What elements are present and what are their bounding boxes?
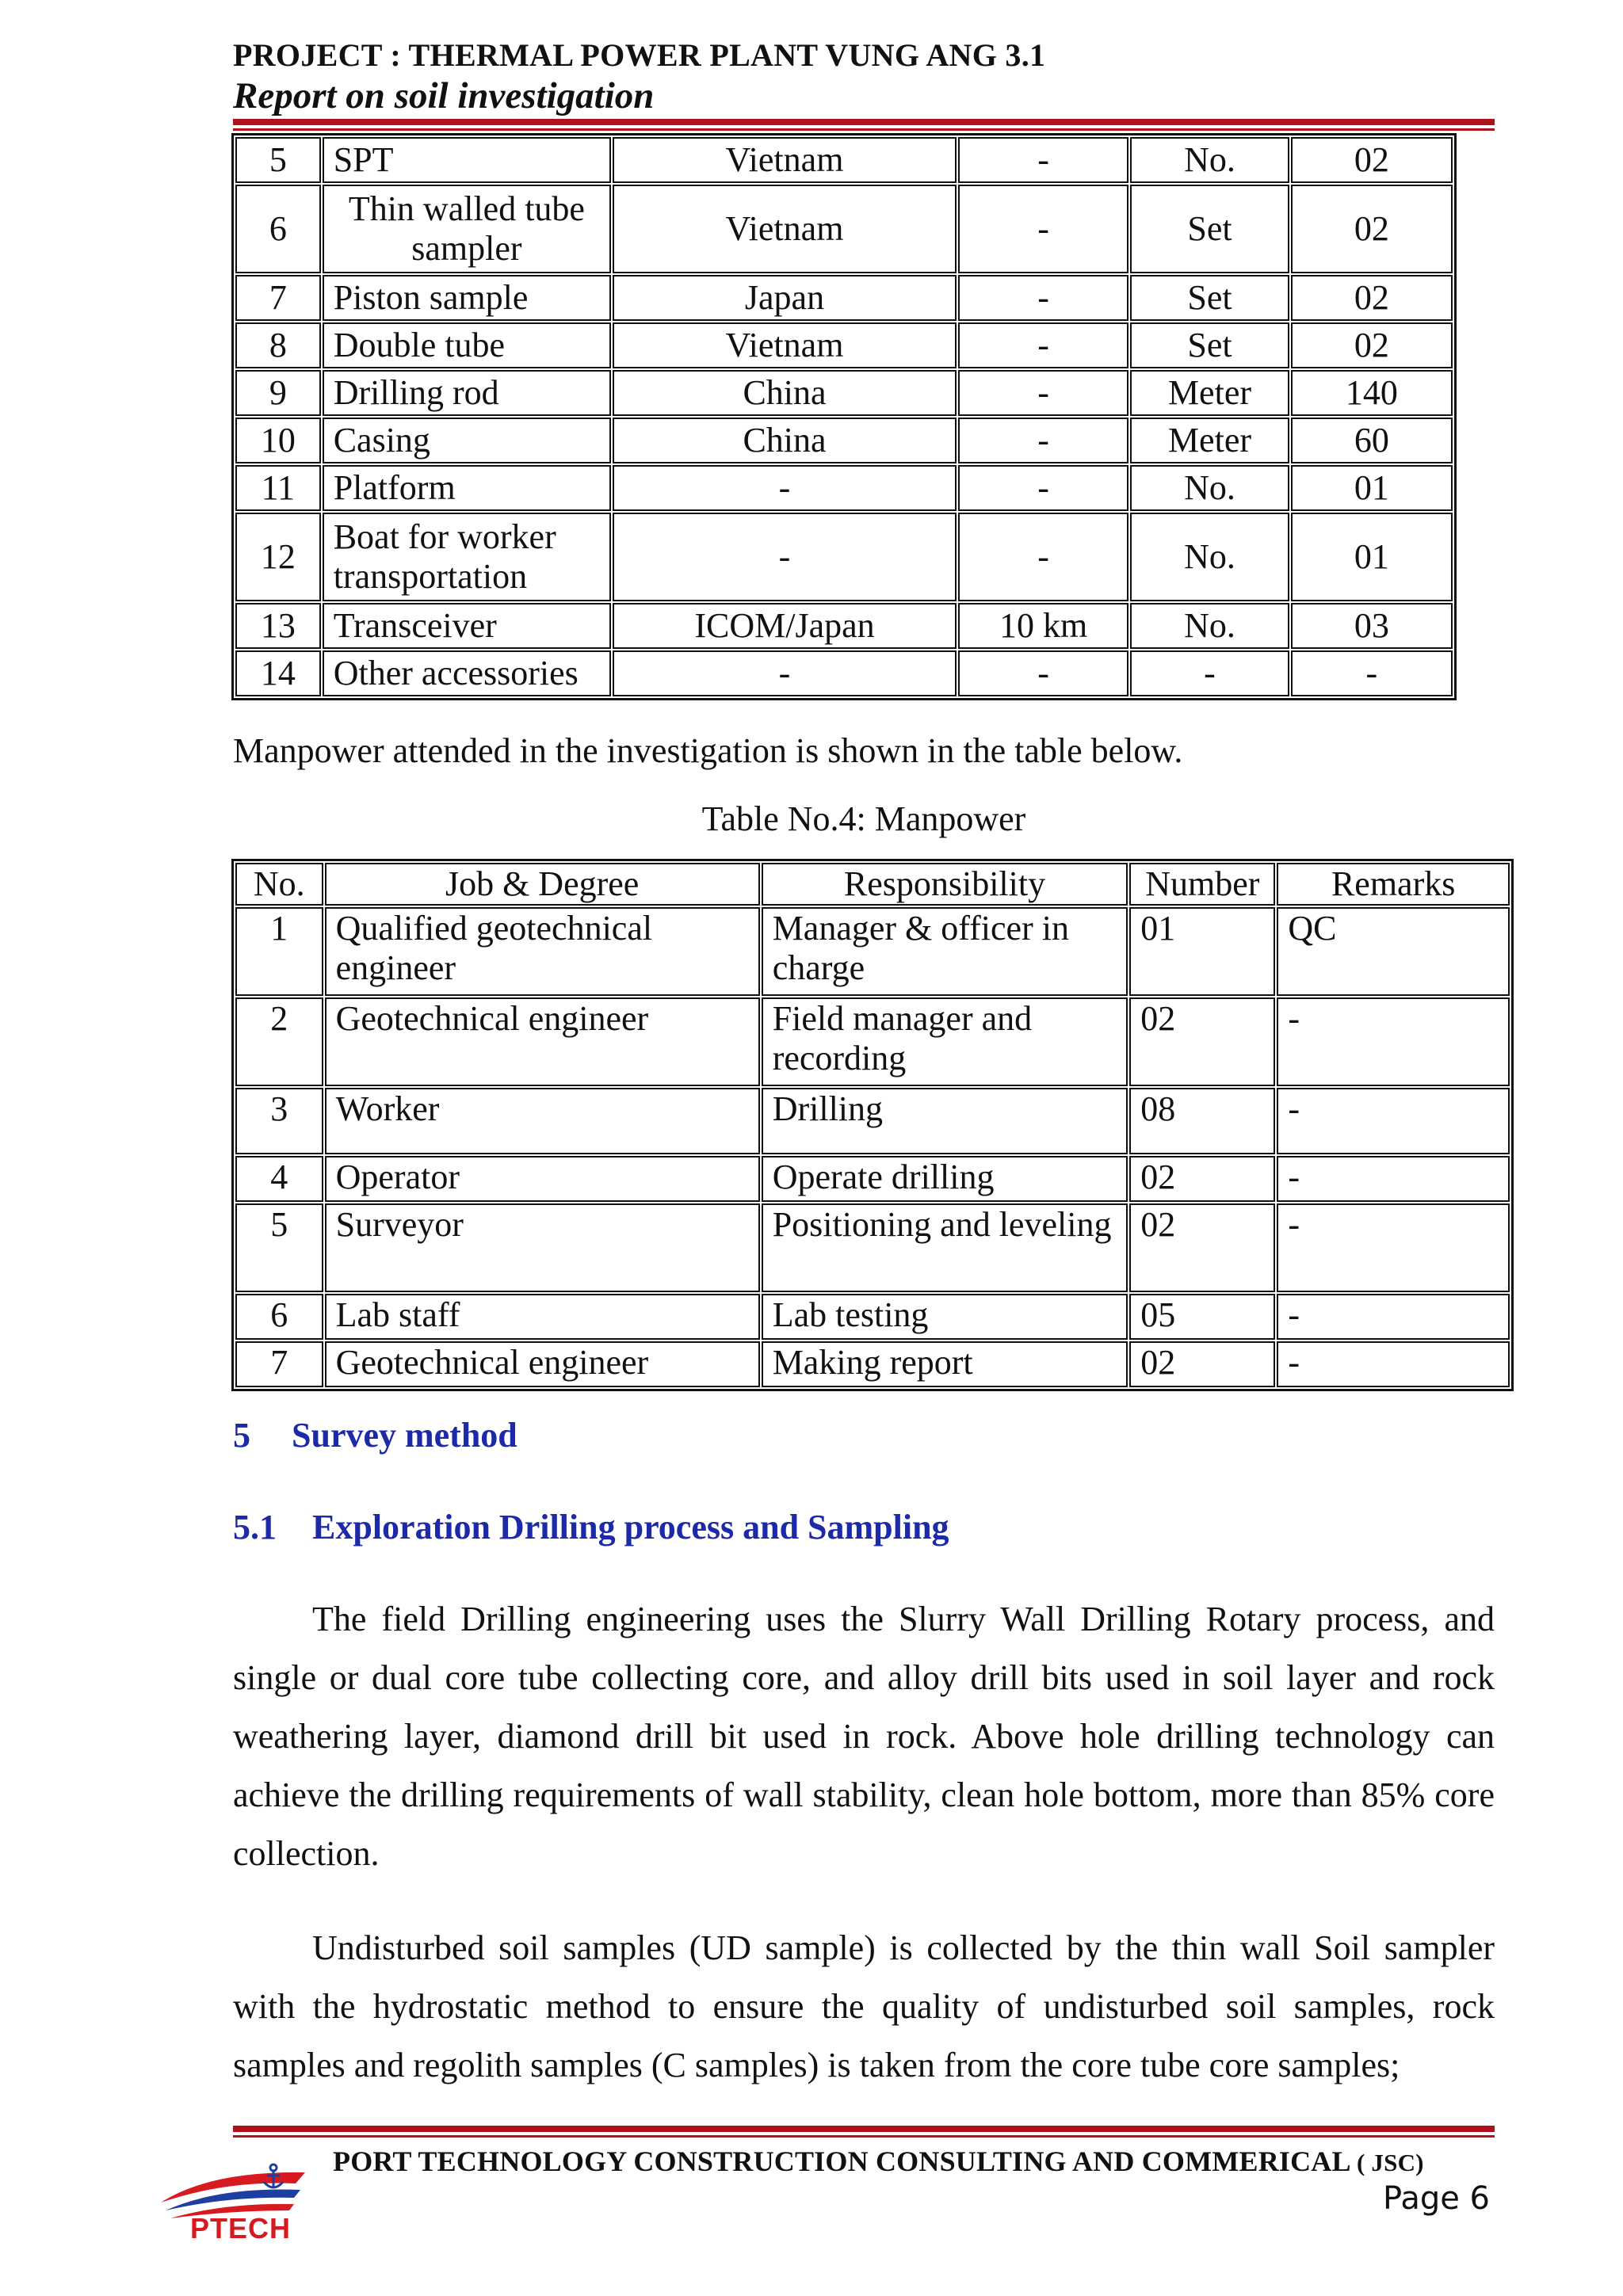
equipment-name: Thin walled tube sampler [323, 185, 611, 273]
job-degree: Operator [325, 1156, 760, 1202]
equipment-origin: ICOM/Japan [613, 603, 957, 649]
equipment-name: Transceiver [323, 603, 611, 649]
equipment-capacity: - [958, 275, 1128, 321]
equipment-unit: Meter [1130, 418, 1289, 463]
staff-number: 01 [1129, 907, 1275, 996]
equipment-origin: - [613, 513, 957, 601]
equipment-capacity: - [958, 370, 1128, 416]
staff-number: 02 [1129, 1203, 1275, 1292]
equipment-row [235, 137, 1453, 183]
row-number: 5 [235, 137, 321, 183]
equipment-quantity: 60 [1291, 418, 1453, 463]
manpower-row [235, 1156, 1510, 1202]
equipment-capacity: 10 km [958, 603, 1128, 649]
responsibility: Field manager and recording [762, 997, 1128, 1086]
row-number: 7 [235, 1341, 323, 1387]
paragraph-sampling: Undisturbed soil samples (UD sample) is collected by the thin wall Soil sampler with the hydrostatic method to ensure the quality of undisturbed soil samples, rock samples and regolith samples (C samples) is taken from the core tube core samples; [233, 1928, 1495, 2084]
manpower-header-row [235, 863, 1510, 906]
job-degree: Surveyor [325, 1203, 760, 1292]
header-project-title: PROJECT : THERMAL POWER PLANT VUNG ANG 3.1 [233, 37, 1046, 73]
remarks: QC [1277, 907, 1510, 996]
section-title: Exploration Drilling process and Sampling [312, 1508, 949, 1547]
row-number: 14 [235, 650, 321, 696]
job-degree: Lab staff [325, 1294, 760, 1340]
equipment-quantity: 02 [1291, 275, 1453, 321]
equipment-unit: Set [1130, 322, 1289, 368]
remarks: - [1277, 1294, 1510, 1340]
equipment-origin: Vietnam [613, 137, 957, 183]
manpower-row [235, 1341, 1510, 1387]
row-number: 5 [235, 1203, 323, 1292]
row-number: 11 [235, 465, 321, 511]
manpower-row [235, 997, 1510, 1086]
responsibility: Lab testing [762, 1294, 1128, 1340]
equipment-quantity: 03 [1291, 603, 1453, 649]
equipment-row [235, 603, 1453, 649]
page-number: Page 6 [1383, 2180, 1490, 2217]
section-number: 5 [233, 1416, 250, 1455]
manpower-row [235, 1294, 1510, 1340]
equipment-row [235, 275, 1453, 321]
equipment-capacity: - [958, 322, 1128, 368]
footer-company [333, 2145, 1424, 2178]
row-number: 7 [235, 275, 321, 321]
equipment-origin: China [613, 370, 957, 416]
equipment-quantity: 140 [1291, 370, 1453, 416]
row-number: 13 [235, 603, 321, 649]
equipment-row [235, 465, 1453, 511]
row-number: 1 [235, 907, 323, 996]
staff-number: 02 [1129, 997, 1275, 1086]
remarks: - [1277, 1203, 1510, 1292]
equipment-quantity: 02 [1291, 137, 1453, 183]
equipment-unit: - [1130, 650, 1289, 696]
equipment-name: Double tube [323, 322, 611, 368]
ptech-logo-text: PTECH [190, 2212, 292, 2245]
equipment-quantity: 01 [1291, 513, 1453, 601]
job-degree: Geotechnical engineer [325, 1341, 760, 1387]
header-rule [233, 119, 1495, 131]
equipment-capacity: - [958, 137, 1128, 183]
equipment-unit: Set [1130, 185, 1289, 273]
row-number: 9 [235, 370, 321, 416]
job-degree: Worker [325, 1088, 760, 1154]
responsibility: Positioning and leveling [762, 1203, 1128, 1292]
equipment-row [235, 322, 1453, 368]
row-number: 3 [235, 1088, 323, 1154]
header-report-title: Report on soil investigation [233, 75, 655, 116]
footer-company-name: PORT TECHNOLOGY CONSTRUCTION CONSULTING AND COMMERICAL [333, 2145, 1350, 2177]
responsibility: Drilling [762, 1088, 1128, 1154]
responsibility: Making report [762, 1341, 1128, 1387]
row-number: 2 [235, 997, 323, 1086]
equipment-unit: No. [1130, 603, 1289, 649]
responsibility: Operate drilling [762, 1156, 1128, 1202]
responsibility: Manager & officer in charge [762, 907, 1128, 996]
equipment-capacity: - [958, 650, 1128, 696]
col-header-remarks: Remarks [1277, 863, 1510, 906]
paragraph-drilling: The field Drilling engineering uses the Slurry Wall Drilling Rotary process, and single or dual core tube collecting core, and alloy drill bits used in soil layer and rock weathering layer, diamond drill bit used in rock. Above hole drilling technology can achieve the drilling requirements of wall stability, clean hole bottom, more than 85% core collection. [233, 1600, 1495, 1873]
col-header-number: Number [1129, 863, 1275, 906]
equipment-row [235, 650, 1453, 696]
equipment-unit: Meter [1130, 370, 1289, 416]
equipment-unit: No. [1130, 137, 1289, 183]
equipment-quantity: 02 [1291, 322, 1453, 368]
manpower-row [235, 1088, 1510, 1154]
manpower-table [231, 859, 1514, 1391]
staff-number: 02 [1129, 1156, 1275, 1202]
equipment-unit: No. [1130, 465, 1289, 511]
equipment-origin: China [613, 418, 957, 463]
equipment-capacity: - [958, 465, 1128, 511]
manpower-row [235, 1203, 1510, 1292]
equipment-name: Drilling rod [323, 370, 611, 416]
footer-company-suffix: ( JSC) [1356, 2149, 1424, 2176]
equipment-origin: Japan [613, 275, 957, 321]
equipment-name: Platform [323, 465, 611, 511]
remarks: - [1277, 1088, 1510, 1154]
row-number: 4 [235, 1156, 323, 1202]
remarks: - [1277, 1156, 1510, 1202]
manpower-caption: Table No.4: Manpower [701, 799, 1026, 838]
equipment-origin: Vietnam [613, 185, 957, 273]
equipment-capacity: - [958, 185, 1128, 273]
equipment-table [231, 133, 1457, 700]
equipment-quantity: - [1291, 650, 1453, 696]
row-number: 6 [235, 1294, 323, 1340]
section-5-1-heading [233, 1507, 949, 1547]
manpower-intro: Manpower attended in the investigation is shown in the table below. [233, 731, 1183, 770]
manpower-row [235, 907, 1510, 996]
equipment-name: SPT [323, 137, 611, 183]
section-title: Survey method [292, 1416, 517, 1455]
equipment-origin: - [613, 650, 957, 696]
equipment-quantity: 02 [1291, 185, 1453, 273]
equipment-name: Piston sample [323, 275, 611, 321]
remarks: - [1277, 997, 1510, 1086]
equipment-origin: Vietnam [613, 322, 957, 368]
equipment-capacity: - [958, 418, 1128, 463]
col-header-job: Job & Degree [325, 863, 760, 906]
equipment-origin: - [613, 465, 957, 511]
equipment-row [235, 370, 1453, 416]
equipment-row [235, 418, 1453, 463]
equipment-quantity: 01 [1291, 465, 1453, 511]
row-number: 10 [235, 418, 321, 463]
row-number: 8 [235, 322, 321, 368]
equipment-capacity: - [958, 513, 1128, 601]
equipment-row [235, 513, 1453, 601]
row-number: 12 [235, 513, 321, 601]
remarks: - [1277, 1341, 1510, 1387]
equipment-name: Boat for worker transportation [323, 513, 611, 601]
col-header-responsibility: Responsibility [762, 863, 1128, 906]
section-number: 5.1 [233, 1508, 277, 1547]
staff-number: 08 [1129, 1088, 1275, 1154]
equipment-unit: Set [1130, 275, 1289, 321]
equipment-unit: No. [1130, 513, 1289, 601]
job-degree: Geotechnical engineer [325, 997, 760, 1086]
section-5-heading [233, 1415, 517, 1455]
equipment-name: Other accessories [323, 650, 611, 696]
col-header-no: No. [235, 863, 323, 906]
equipment-name: Casing [323, 418, 611, 463]
staff-number: 02 [1129, 1341, 1275, 1387]
footer-rule [233, 2126, 1495, 2138]
staff-number: 05 [1129, 1294, 1275, 1340]
job-degree: Qualified geotechnical engineer [325, 907, 760, 996]
row-number: 6 [235, 185, 321, 273]
equipment-row [235, 185, 1453, 273]
